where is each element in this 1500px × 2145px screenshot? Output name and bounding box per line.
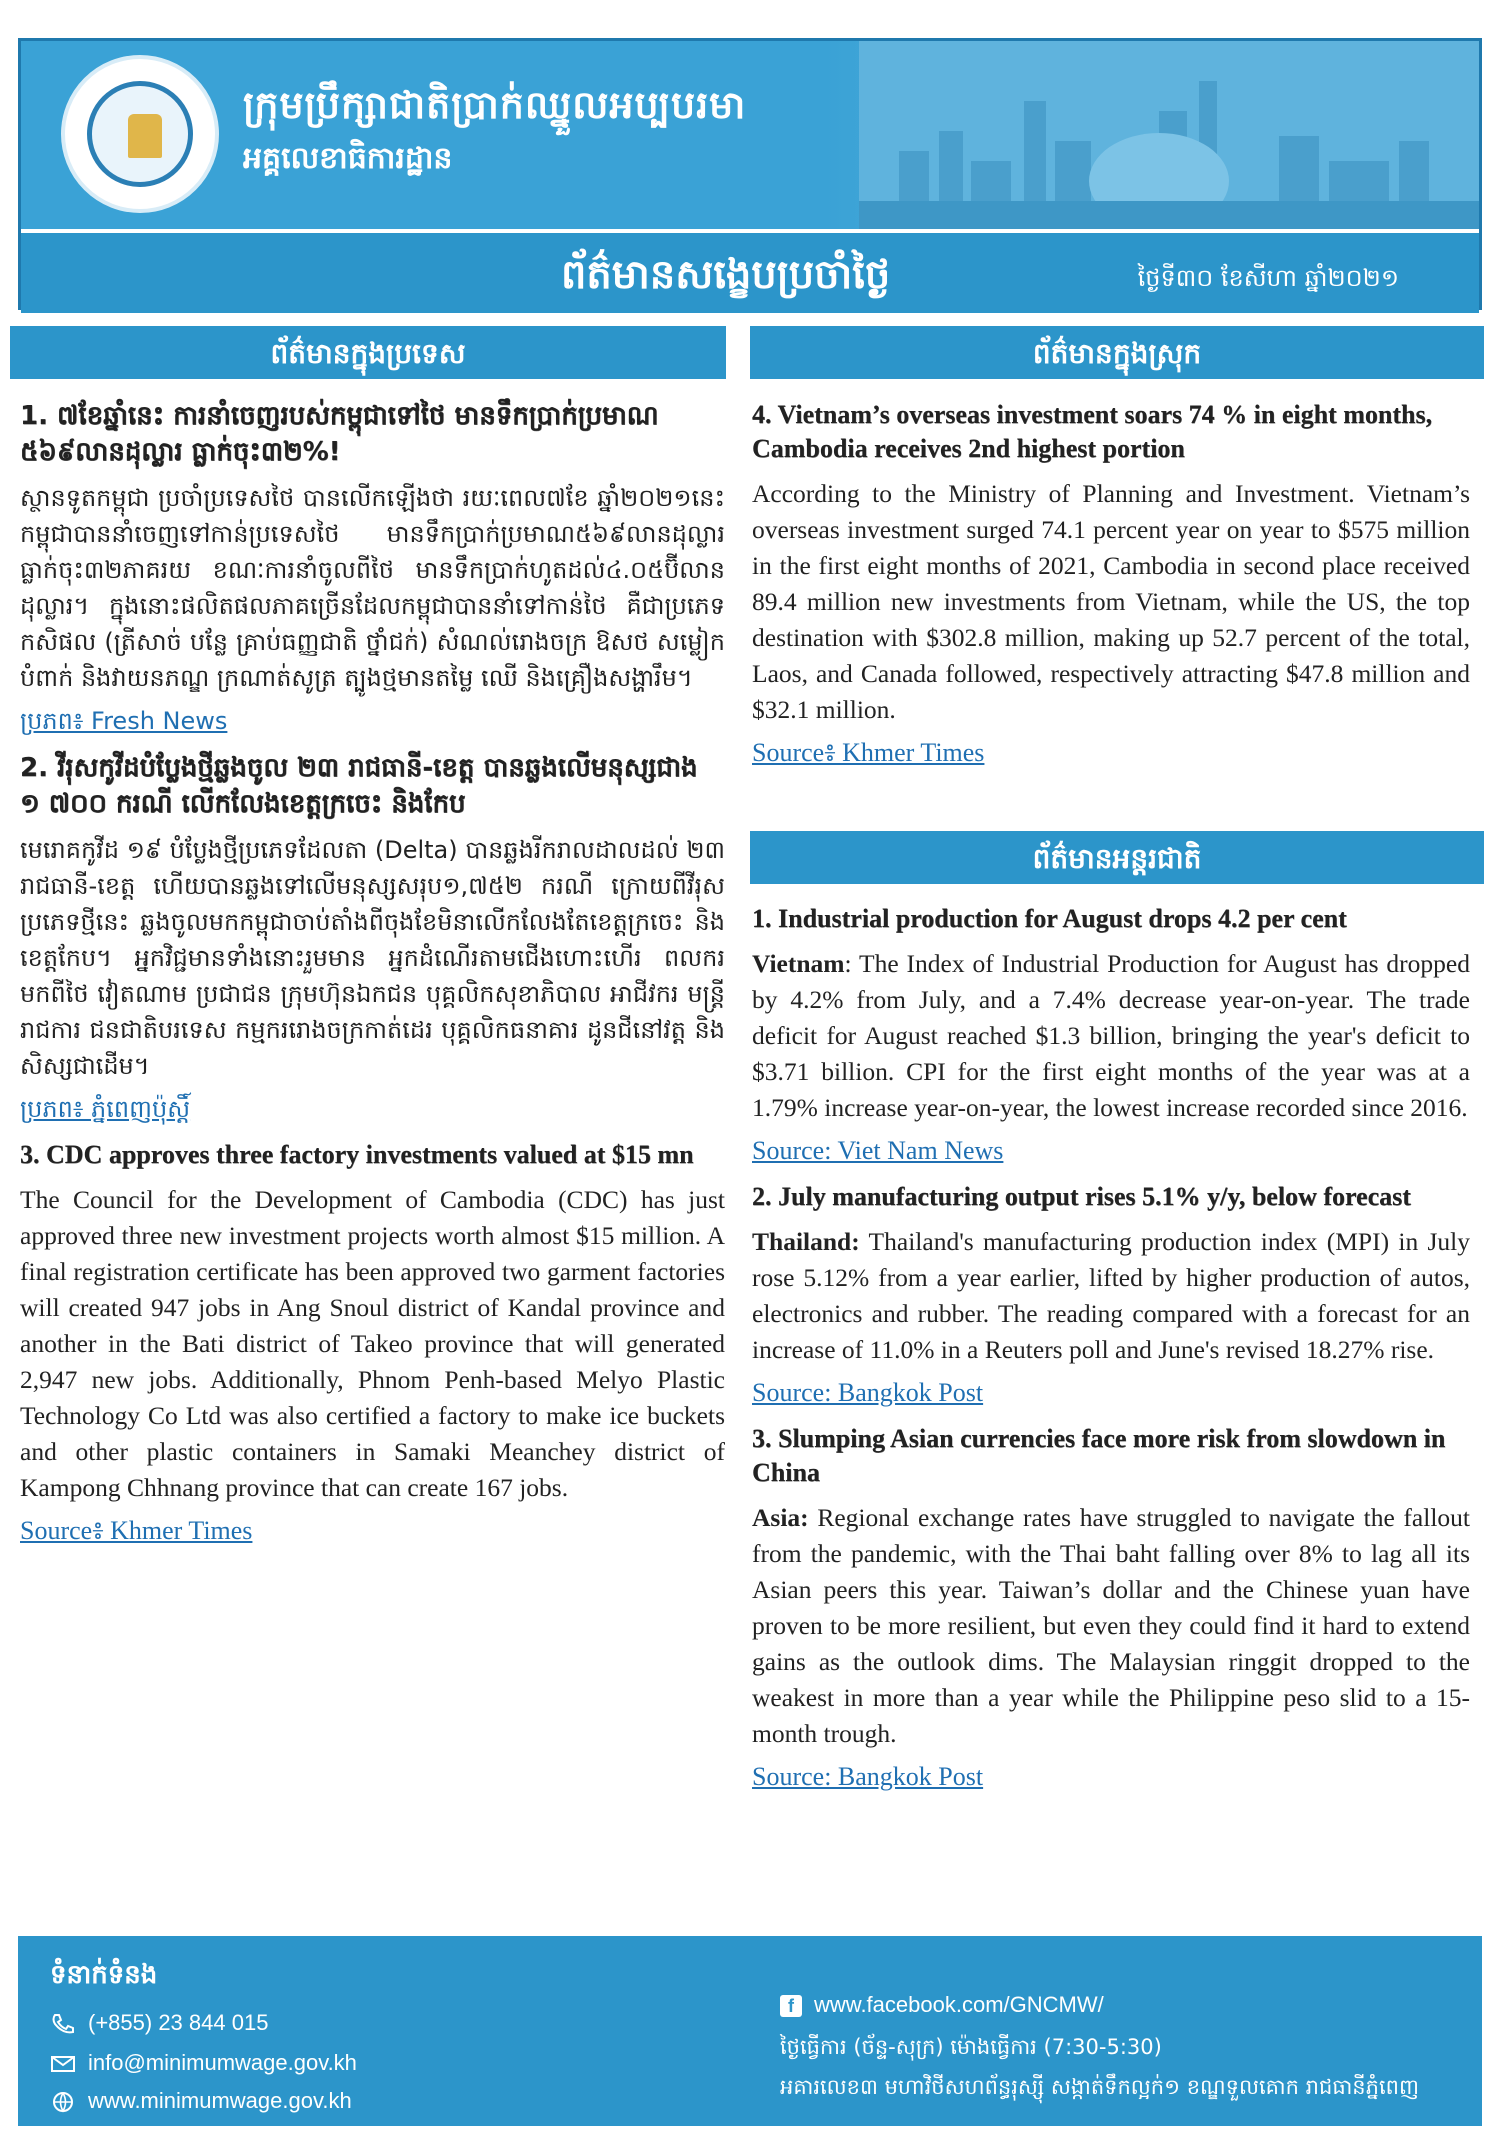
phone-number[interactable]: (+855) 23 844 015 <box>88 2010 269 2035</box>
article-thailand-manufacturing <box>752 1180 1470 1412</box>
organization-name: ក្រុមប្រឹក្សាជាតិប្រាក់ឈ្នួលអប្បបរមា <box>243 83 747 127</box>
source-link[interactable]: Source៖ Khmer Times <box>752 738 985 767</box>
office-address: អគារលេខ៣ មហាវិថីសហព័ន្ធរុស្ស៊ី សង្កាត់ទឹកល្អក់១ ខណ្ឌទួលគោក រាជធានីភ្នំពេញ <box>780 2075 1419 2099</box>
article-body: មេរោគកូវីដ ១៩ បំប្លែងថ្មីប្រភេទដែលតា (Delta) បានឆ្លងរីករាលដាលដល់ ២៣ រាជធានី-ខេត្ត ហើយបានឆ្លងទៅលើមនុស្សសរុប១,៧៥២ ករណី ក្រោយពីវីរុសប្រភេទថ្មីនេះ ឆ្លងចូលមកកម្ពុជាចាប់តាំងពីចុងខែមិនាលើកលែងតែខេត្តក្រចេះ និងខេត្តកែប។ អ្នកវិជ្ជមានទាំងនោះរួមមាន អ្នកដំណើរតាមជើងហោះហើរ ពលករមកពីថៃ វៀតណាម ប្រជាជន ក្រុមហ៊ុនឯកជន បុគ្គលិកសុខាភិបាល អាជីវករ មន្ត្រីរាជការ ជនជាតិបរទេស កម្មកររោងចក្រកាត់ដេរ បុគ្គលិកធនាគារ ដូនជីនៅវត្ត និងសិស្សជាដើម។ <box>20 836 725 1080</box>
article-asian-currencies <box>752 1422 1470 1796</box>
facebook-url[interactable]: www.facebook.com/GNCMW/ <box>814 1992 1104 2017</box>
article-exports-to-thailand <box>20 398 725 740</box>
article-lead: Thailand: <box>752 1227 860 1256</box>
header-banner <box>18 38 1482 310</box>
article-body <box>752 946 1470 1126</box>
facebook-icon: f <box>780 1995 802 2017</box>
article-lead: Asia: <box>752 1503 809 1532</box>
section-domestic-news: ព័ត៌មានក្នុងប្រទេស <box>10 323 726 379</box>
organization-logo <box>61 55 219 213</box>
article-body: According to the Ministry of Planning and Investment. Vietnam’s overseas investment surged 74.1 percent year on year to $575 million in the first eight months of 2021, Cambodia in second place received 89.4 million new investments from Vietnam, while the US, the top destination with $302.8 million, making up 52.7 percent of the total, Laos, and Canada followed, respectively attracting $47.8 million and $32.1 million. <box>752 479 1470 724</box>
article-text: Regional exchange rates have struggled to navigate the fallout from the pandemic, with the Thai baht falling over 8% to lag all its Asian peers this year. Taiwan’s dollar and the Chinese yuan have proven to be more resilient, but even they could find it hard to extend gains as the outlook dims. The Malaysian ringgit dropped to the weakest in more than a year while the Philippine peso slid to a 15-month trough. <box>752 1503 1470 1748</box>
section-international-news: ព័ត៌មានអន្តរជាតិ <box>750 828 1484 884</box>
article-covid-delta-spread <box>20 750 725 1128</box>
article-body: ស្ថានទូតកម្ពុជា ប្រចាំប្រទេសថៃ បានលើកឡើងថា រយៈពេល៧ខែ ឆ្នាំ២០២១នេះ កម្ពុជាបាននាំចេញទៅកាន់ប្រទេសថៃ មានទឹកប្រាក់ប្រមាណ៥៦៩លានដុល្លារ ធ្លាក់ចុះ៣២ភាគរយ ខណៈការនាំចូលពីថៃ មានទឹកប្រាក់ហូតដល់៤.០៥ប៊ីលានដុល្លារ។ ក្នុងនោះផលិតផលភាគច្រើនដែលកម្ពុជាបាននាំទៅកាន់ថៃ គឺជាប្រភេទកសិផល (ត្រីសាច់ បន្លែ គ្រាប់ធញ្ញជាតិ ថ្នាំជក់) សំណល់រោងចក្រ ឱសថ សម្លៀកបំពាក់ និងវាយនភណ្ឌ ក្រណាត់សូត្រ ត្បូងថ្មមានតម្លៃ ឈើ និងគ្រឿងសង្ហារឹម។ <box>20 484 725 692</box>
article-lead: Vietnam <box>752 949 845 978</box>
phone-row <box>50 2010 268 2036</box>
email-icon <box>50 2053 76 2075</box>
source-link[interactable]: ប្រភព៖ Fresh News <box>20 707 228 735</box>
article-headline: 1. Industrial production for August drops 4.2 per cent <box>752 904 1347 933</box>
facebook-row <box>780 1992 1104 2018</box>
article-headline: 1. ៧ខែឆ្នាំនេះ ការនាំចេញរបស់កម្ពុជាទៅថៃ មានទឹកប្រាក់ប្រមាណ ៥៦៩លានដុល្លារ ធ្លាក់ចុះ៣២%! <box>20 401 659 467</box>
article-vietnam-overseas-investment <box>752 398 1470 772</box>
source-link[interactable]: Source: Bangkok Post <box>752 1762 984 1791</box>
banner-top <box>21 41 1479 229</box>
contact-title: ទំនាក់ទំនង <box>50 1960 158 1990</box>
article-text: : The Index of Industrial Production for August has dropped by 4.2% from July, and a 7.4% decrease year-on-year. The trade deficit for August reached $1.3 billion, bringing the year's deficit to $3.71 billion. CPI for the first eight months of the year was at a 1.79% increase year-on-year, the lowest increase recorded since 2016. <box>752 949 1470 1122</box>
right-column-local <box>752 388 1470 772</box>
city-skyline-illustration <box>859 41 1479 229</box>
logo-emblem-icon <box>128 114 162 158</box>
email-row <box>50 2050 357 2076</box>
bulletin-date: ថ្ងៃទី៣០ ខែសីហា ឆ្នាំ២០២១ <box>1137 264 1399 292</box>
bulletin-title: ព័ត៌មានសង្ខេបប្រចាំថ្ងៃ <box>561 252 891 298</box>
source-link[interactable]: Source៖ Khmer Times <box>20 1516 253 1545</box>
organization-subtitle: អគ្គលេខាធិការដ្ឋាន <box>243 141 453 176</box>
article-headline: 3. CDC approves three factory investments valued at $15 mn <box>20 1140 694 1169</box>
article-headline: 2. July manufacturing output rises 5.1% y/y, below forecast <box>752 1182 1411 1211</box>
left-column <box>20 388 725 1550</box>
article-headline: 4. Vietnam’s overseas investment soars 74 % in eight months, Cambodia receives 2nd highest portion <box>752 400 1433 463</box>
article-body <box>752 1224 1470 1368</box>
footer-contact <box>18 1936 1482 2126</box>
logo-ring <box>87 81 193 187</box>
article-industrial-production <box>752 902 1470 1170</box>
phone-icon <box>50 2013 76 2035</box>
email-address[interactable]: info@minimumwage.gov.kh <box>88 2050 357 2075</box>
globe-icon <box>50 2091 76 2113</box>
website-url[interactable]: www.minimumwage.gov.kh <box>88 2088 352 2113</box>
website-row <box>50 2088 352 2114</box>
article-body: The Council for the Development of Cambodia (CDC) has just approved three new investment projects worth almost $15 million. A final registration certificate has been approved two garment factories will created 947 jobs in Ang Snoul district of Kandal province and another in the Bati district of Takeo province that will generated 2,947 new jobs. Additionally, Phnom Penh-based Melyo Plastic Technology Co Ltd was also certified a factory to make ice buckets and other plastic containers in Samaki Meanchey district of Kampong Chhnang province that can create 167 jobs. <box>20 1185 725 1502</box>
article-text: Thailand's manufacturing production index (MPI) in July rose 5.12% from a year earlier, lifted by higher production of autos, electronics and rubber. The reading compared with a forecast for an increase of 11.0% in a Reuters poll and June's revised 18.27% rise. <box>752 1227 1470 1364</box>
source-link[interactable]: Source: Viet Nam News <box>752 1136 1004 1165</box>
article-body <box>752 1500 1470 1752</box>
banner-title-bar <box>21 229 1479 313</box>
section-local-news: ព័ត៌មានក្នុងស្រុក <box>750 323 1484 379</box>
article-cdc-factory-investments <box>20 1138 725 1550</box>
working-hours: ថ្ងៃធ្វើការ (ច័ន្ទ-សុក្រ) ម៉ោងធ្វើការ (7:30-5:30) <box>780 2035 1162 2059</box>
article-headline: 3. Slumping Asian currencies face more risk from slowdown in China <box>752 1424 1446 1487</box>
right-column-international <box>752 892 1470 1796</box>
article-headline: 2. វីរុសកូវីដបំប្លែងថ្មីឆ្លងចូល ២៣ រាជធានី-ខេត្ត បានឆ្លងលើមនុស្សជាង ១ ៧០០ ករណី លើកលែងខេត្តក្រចេះ និងកែប <box>20 753 698 819</box>
source-link[interactable]: Source: Bangkok Post <box>752 1378 984 1407</box>
source-link[interactable]: ប្រភព៖ ភ្នំពេញប៉ុស្តិ៍ <box>20 1095 191 1123</box>
